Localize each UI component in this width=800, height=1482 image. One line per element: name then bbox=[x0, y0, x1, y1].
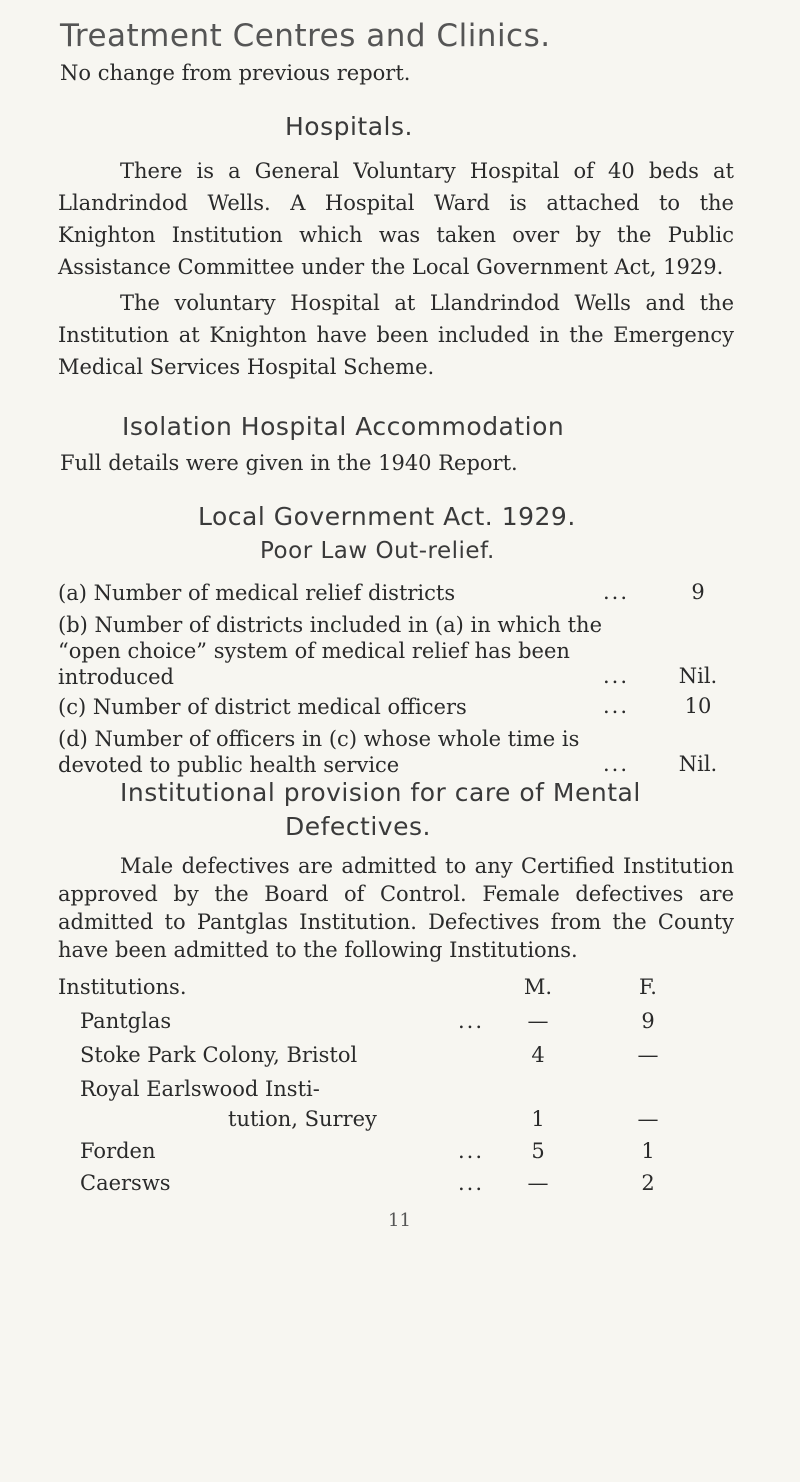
male-count: — bbox=[527, 1009, 549, 1033]
male-count: 5 bbox=[531, 1139, 545, 1163]
relief-item-b-text: (b) Number of districts included in (a) in which the “open choice” system of medical relief has been introduced bbox=[58, 613, 602, 689]
relief-item-c-value: 10 bbox=[684, 694, 712, 718]
isolation-text: Full details were given in the 1940 Report. bbox=[60, 451, 518, 475]
relief-item-a-value: 9 bbox=[691, 580, 705, 604]
col-female: F. bbox=[639, 975, 657, 999]
female-count: 9 bbox=[641, 1009, 655, 1033]
relief-item-c-text: (c) Number of district medical officers bbox=[58, 695, 467, 719]
table-row: Caersws ... — 2 bbox=[58, 1171, 738, 1205]
relief-item-b-value: Nil. bbox=[678, 664, 718, 688]
hospitals-paragraph-2 bbox=[58, 287, 734, 383]
local-gov-subheading: Poor Law Out-relief. bbox=[260, 538, 495, 564]
col-male: M. bbox=[523, 975, 553, 999]
table-row bbox=[58, 1043, 738, 1077]
col-institutions: Institutions. bbox=[58, 975, 187, 999]
hospitals-heading: Hospitals. bbox=[285, 112, 413, 141]
institution-name: Forden bbox=[80, 1139, 156, 1163]
table-row bbox=[58, 1077, 738, 1111]
female-count: 1 bbox=[641, 1139, 655, 1163]
document-page: Treatment Centres and Clinics. No change from previous report. Hospitals. There is a General Voluntary Hospital of 40 beds at Llandrindod Wells. A Hospital Ward is attached to the Knighton Institution which was taken over by the Public Assistance Committee under the Local Government Act, 1929. The voluntary Hospital at Llandrindod Wells and the Institution at Knighton have been included in the Emergency Medical Services Hospital Scheme. Isolation Hospital Accommodation Full details were given in the 1940 Report. Local Government Act. 1929. Poor Law Out-relief. (a) Number of medical relief districts ... 9 (b) Number of districts included in (a) in which the “open choice” system of medical relief has been introduced ... Nil. (c) Number of district medical officers ... 10 (d) Number of officers in (c) whose whole time is devoted to public health service ... Nil. Institutional provision for care of Mental Defectives. Male defectives are admitted to any Certified Institution approved by the Board of Control. Female defectives are admitted to Pantglas Institution. Defectives from the County have been admitted to the following Institutions. Institutions. M. F. Pantglas ... — 9 Stoke Park Colony, Bristol 4 — Royal Earlswood Insti- tution, Surrey 1 — Forden ... 5 1 Caersws ... — 2 11 bbox=[0, 0, 800, 1482]
relief-item-d-text: (d) Number of officers in (c) whose whole time is devoted to public health service bbox=[58, 727, 580, 777]
isolation-heading: Isolation Hospital Accommodation bbox=[122, 412, 565, 441]
institution-name: Stoke Park Colony, Bristol bbox=[80, 1043, 358, 1067]
institution-name: tution, Surrey bbox=[228, 1107, 377, 1131]
institution-name: Caersws bbox=[80, 1171, 171, 1195]
relief-item-a-text: (a) Number of medical relief districts bbox=[58, 581, 456, 605]
table-row: Forden ... 5 1 bbox=[58, 1139, 738, 1173]
relief-item-d-value: Nil. bbox=[678, 752, 718, 776]
treatment-text: No change from previous report. bbox=[60, 61, 411, 85]
male-count: 1 bbox=[531, 1107, 545, 1131]
hospitals-paragraph-1-text: There is a General Voluntary Hospital of 40 beds at Llandrindod Wells. A Hospital Ward is attached to the Knighton Institution which was taken over by the Public Assistance Committee under the Local Government Act, 1929. bbox=[58, 159, 734, 279]
hospitals-paragraph-1 bbox=[58, 155, 734, 283]
male-count: 4 bbox=[531, 1043, 545, 1067]
female-count: — bbox=[637, 1043, 659, 1067]
institution-name: Pantglas bbox=[80, 1009, 172, 1033]
mental-heading-line-2: Defectives. bbox=[285, 812, 431, 841]
mental-paragraph-text: Male defectives are admitted to any Certified Institution approved by the Board of Control. Female defectives are admitted to Pantglas Institution. Defectives from the County have been admitted to the following Institutions. bbox=[58, 854, 734, 962]
page-number: 11 bbox=[388, 1210, 411, 1231]
female-count: 2 bbox=[641, 1171, 655, 1195]
female-count: — bbox=[637, 1107, 659, 1131]
institutions-table-header bbox=[58, 975, 738, 1009]
treatment-heading: Treatment Centres and Clinics. bbox=[60, 18, 551, 54]
male-count: — bbox=[527, 1171, 549, 1195]
institution-name: Royal Earlswood Insti- bbox=[80, 1077, 320, 1101]
hospitals-paragraph-2-text: The voluntary Hospital at Llandrindod Wells and the Institution at Knighton have been included in the Emergency Medical Services Hospital Scheme. bbox=[58, 291, 734, 379]
local-gov-heading: Local Government Act. 1929. bbox=[198, 502, 576, 531]
table-row bbox=[58, 1107, 738, 1141]
mental-paragraph bbox=[58, 852, 734, 964]
table-row: Pantglas ... — 9 bbox=[58, 1009, 738, 1043]
mental-heading-line-1: Institutional provision for care of Mental bbox=[120, 778, 641, 807]
